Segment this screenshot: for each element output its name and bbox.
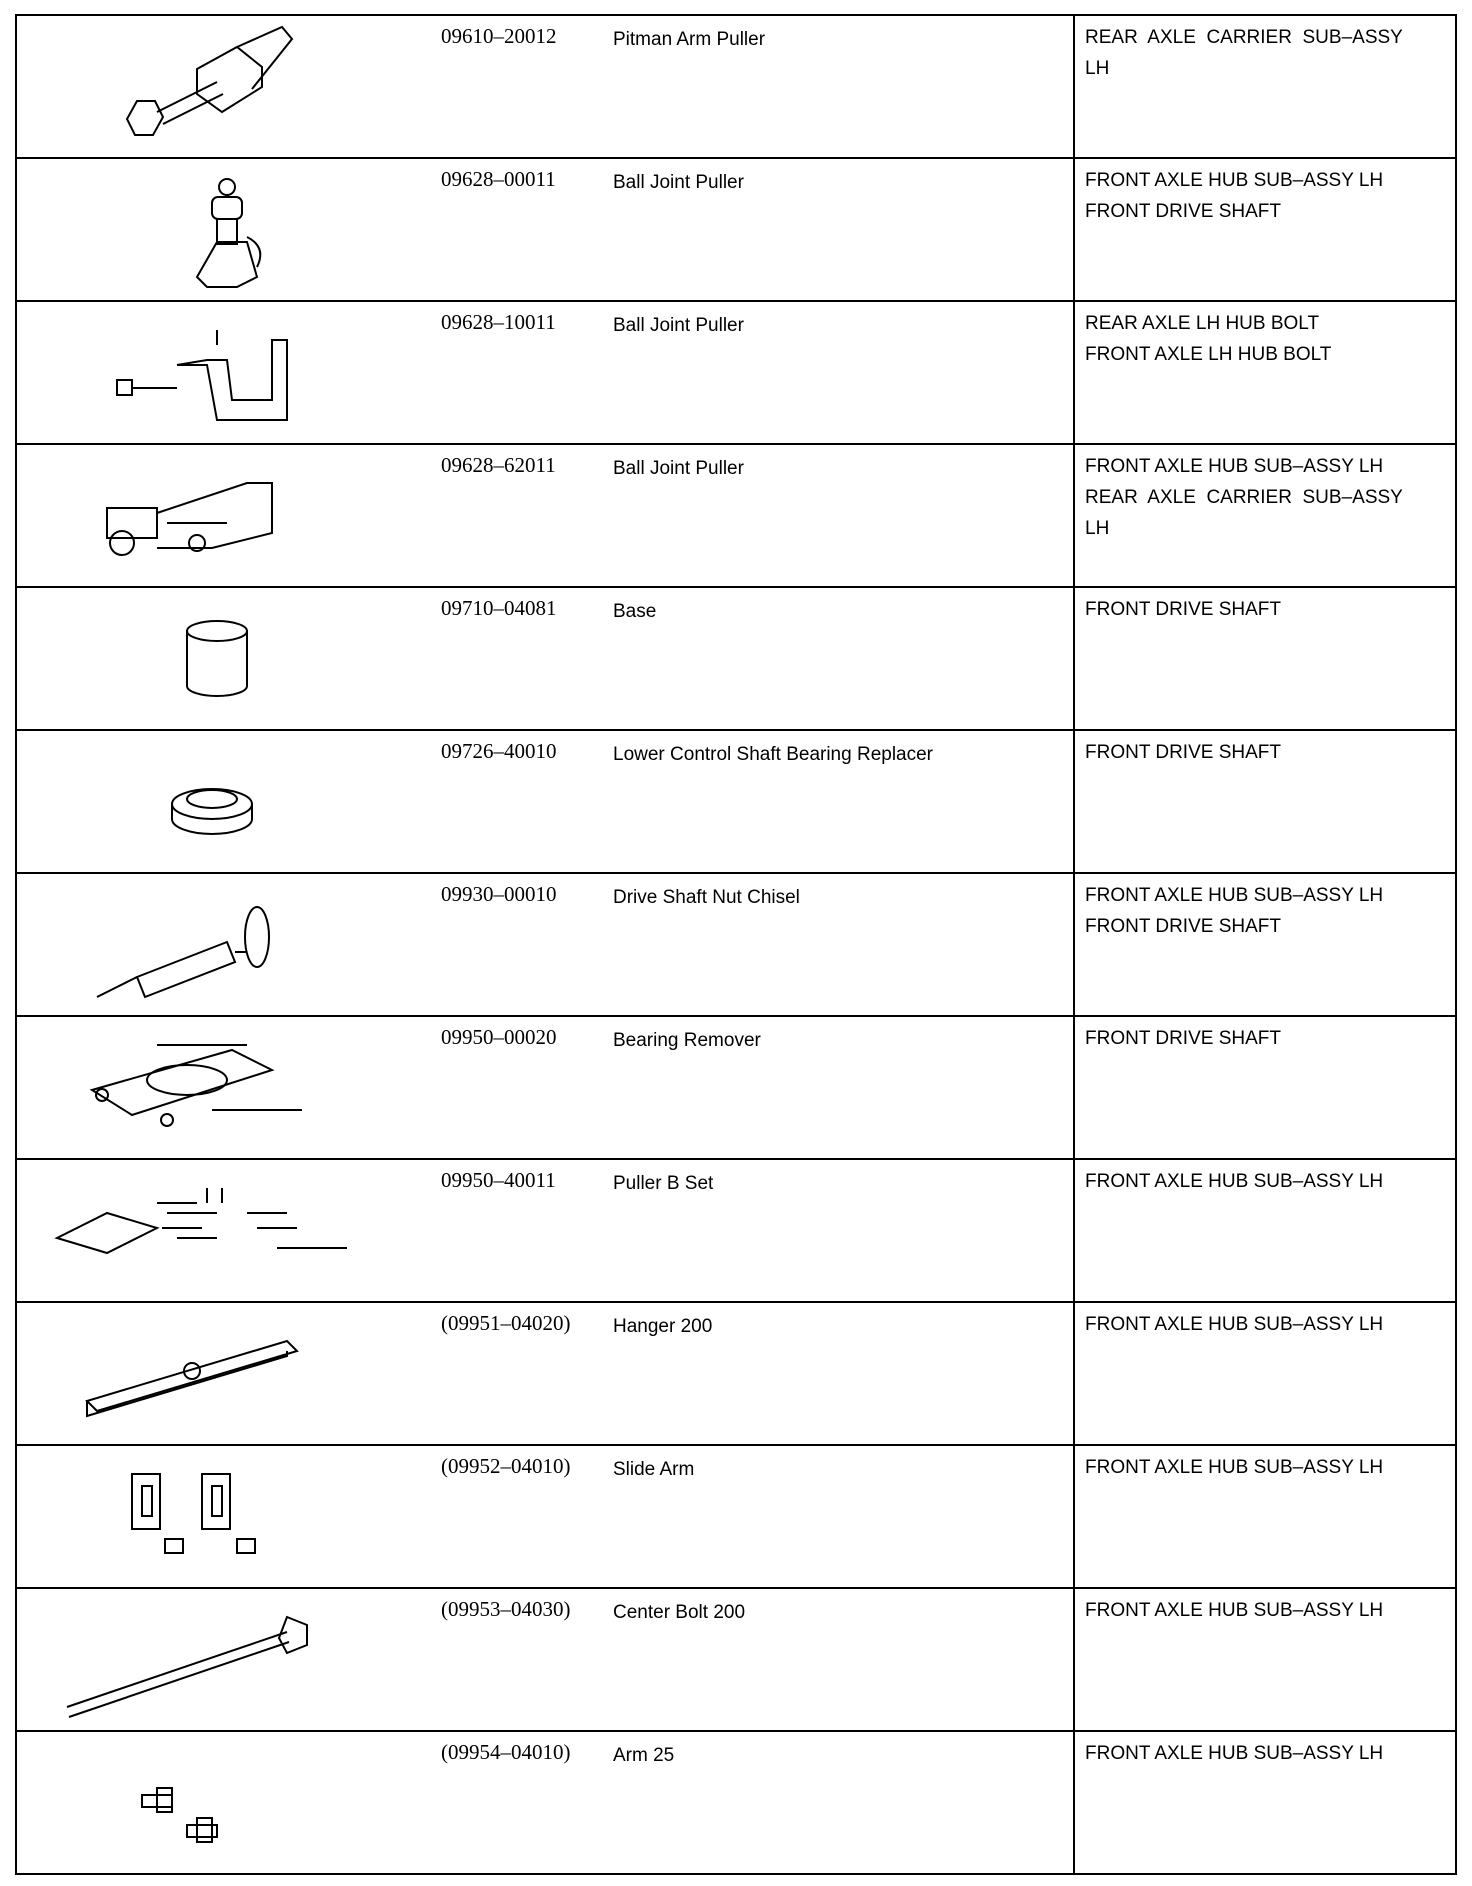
tool-illustration-cell xyxy=(16,158,437,301)
usage-line: FRONT DRIVE SHAFT xyxy=(1085,1028,1281,1049)
bearing-remover-icon xyxy=(47,1025,407,1150)
usage-cell xyxy=(1074,730,1456,873)
usage-cell xyxy=(1074,1302,1456,1445)
tool-name: Ball Joint Puller xyxy=(613,158,1074,301)
table-row xyxy=(16,873,1456,1016)
usage-cell xyxy=(1074,15,1456,158)
usage-line: FRONT DRIVE SHAFT xyxy=(1085,201,1281,222)
part-number: 09950–00020 xyxy=(437,1016,613,1159)
hanger-icon xyxy=(47,1311,407,1436)
tool-name: Ball Joint Puller xyxy=(613,301,1074,444)
usage-cell xyxy=(1074,1159,1456,1302)
slide-arm-icon xyxy=(47,1454,407,1579)
tool-name: Pitman Arm Puller xyxy=(613,15,1074,158)
usage-line: FRONT DRIVE SHAFT xyxy=(1085,742,1281,763)
tool-illustration-cell xyxy=(16,730,437,873)
tool-illustration-cell xyxy=(16,301,437,444)
table-row xyxy=(16,158,1456,301)
tool-illustration-cell xyxy=(16,1159,437,1302)
table-row xyxy=(16,15,1456,158)
base-cylinder-icon xyxy=(47,596,407,721)
table-row xyxy=(16,1731,1456,1874)
usage-line: FRONT AXLE HUB SUB–ASSY LH xyxy=(1085,1314,1384,1335)
usage-line: LH xyxy=(1085,58,1110,79)
tool-name: Center Bolt 200 xyxy=(613,1588,1074,1731)
tool-name: Bearing Remover xyxy=(613,1016,1074,1159)
part-number: 09726–40010 xyxy=(437,730,613,873)
table-row xyxy=(16,1588,1456,1731)
tool-illustration-cell xyxy=(16,444,437,587)
chisel-icon xyxy=(47,882,407,1007)
usage-cell xyxy=(1074,587,1456,730)
usage-cell xyxy=(1074,1016,1456,1159)
table-row xyxy=(16,444,1456,587)
usage-line: LH xyxy=(1085,518,1110,539)
part-number: 09628–62011 xyxy=(437,444,613,587)
usage-cell xyxy=(1074,1588,1456,1731)
special-tools-table xyxy=(15,14,1457,1875)
tool-name: Lower Control Shaft Bearing Replacer xyxy=(613,730,1074,873)
tool-illustration-cell xyxy=(16,1588,437,1731)
tool-name: Base xyxy=(613,587,1074,730)
usage-line: FRONT AXLE LH HUB BOLT xyxy=(1085,344,1332,365)
table-row xyxy=(16,587,1456,730)
puller-set-icon xyxy=(47,1168,407,1293)
usage-line: REAR AXLE CARRIER SUB–ASSY xyxy=(1085,487,1403,508)
part-number: 09930–00010 xyxy=(437,873,613,1016)
usage-cell xyxy=(1074,444,1456,587)
tool-name: Slide Arm xyxy=(613,1445,1074,1588)
usage-line: FRONT AXLE HUB SUB–ASSY LH xyxy=(1085,1600,1384,1621)
table-row xyxy=(16,1159,1456,1302)
tool-name: Hanger 200 xyxy=(613,1302,1074,1445)
center-bolt-icon xyxy=(47,1597,407,1722)
arm-icon xyxy=(47,1740,407,1865)
table-row xyxy=(16,1016,1456,1159)
part-number: 09628–10011 xyxy=(437,301,613,444)
tool-illustration-cell xyxy=(16,1445,437,1588)
usage-line: REAR AXLE CARRIER SUB–ASSY xyxy=(1085,27,1403,48)
table-row xyxy=(16,1302,1456,1445)
tool-name: Drive Shaft Nut Chisel xyxy=(613,873,1074,1016)
part-number: 09950–40011 xyxy=(437,1159,613,1302)
part-number: (09952–04010) xyxy=(437,1445,613,1588)
tool-name: Ball Joint Puller xyxy=(613,444,1074,587)
tool-illustration-cell xyxy=(16,873,437,1016)
table-row xyxy=(16,730,1456,873)
part-number: 09628–00011 xyxy=(437,158,613,301)
tool-name: Arm 25 xyxy=(613,1731,1074,1874)
usage-line: FRONT DRIVE SHAFT xyxy=(1085,599,1281,620)
tool-illustration-cell xyxy=(16,1731,437,1874)
part-number: (09954–04010) xyxy=(437,1731,613,1874)
usage-line: FRONT AXLE HUB SUB–ASSY LH xyxy=(1085,1457,1384,1478)
usage-cell xyxy=(1074,873,1456,1016)
usage-line: FRONT AXLE HUB SUB–ASSY LH xyxy=(1085,1743,1384,1764)
usage-line: FRONT DRIVE SHAFT xyxy=(1085,916,1281,937)
tool-name: Puller B Set xyxy=(613,1159,1074,1302)
usage-line: FRONT AXLE HUB SUB–ASSY LH xyxy=(1085,170,1384,191)
bearing-replacer-icon xyxy=(47,739,407,864)
usage-cell xyxy=(1074,1445,1456,1588)
usage-line: REAR AXLE LH HUB BOLT xyxy=(1085,313,1320,334)
table-row xyxy=(16,1445,1456,1588)
tool-illustration-cell xyxy=(16,15,437,158)
ball-joint-puller-icon xyxy=(47,167,407,292)
part-number: (09951–04020) xyxy=(437,1302,613,1445)
usage-line: FRONT AXLE HUB SUB–ASSY LH xyxy=(1085,1171,1384,1192)
part-number: 09610–20012 xyxy=(437,15,613,158)
tool-illustration-cell xyxy=(16,587,437,730)
part-number: (09953–04030) xyxy=(437,1588,613,1731)
table-row xyxy=(16,301,1456,444)
usage-cell xyxy=(1074,1731,1456,1874)
pitman-arm-puller-icon xyxy=(47,24,407,149)
usage-line: FRONT AXLE HUB SUB–ASSY LH xyxy=(1085,885,1384,906)
part-number: 09710–04081 xyxy=(437,587,613,730)
usage-cell xyxy=(1074,301,1456,444)
ball-joint-puller-c-icon xyxy=(47,310,407,435)
usage-line: FRONT AXLE HUB SUB–ASSY LH xyxy=(1085,456,1384,477)
tool-illustration-cell xyxy=(16,1302,437,1445)
usage-cell xyxy=(1074,158,1456,301)
ball-joint-puller-frame-icon xyxy=(47,453,407,578)
tool-illustration-cell xyxy=(16,1016,437,1159)
